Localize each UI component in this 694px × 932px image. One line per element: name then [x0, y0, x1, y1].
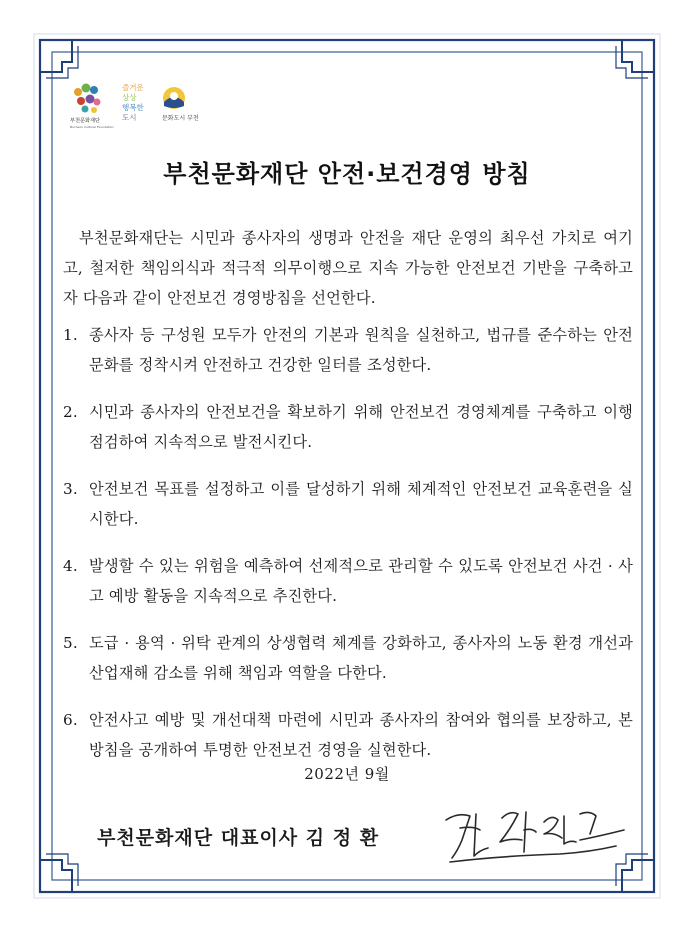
policy-item-number: 1.	[63, 326, 78, 344]
happy-city-slogan-logo	[122, 82, 144, 122]
policy-item-text: 도급 · 용역 · 위탁 관계의 상생협력 체계를 강화하고, 종사자의 노동 환경 개선과 산업재해 감소를 위해 책임과 역할을 다한다.	[89, 634, 633, 682]
policy-item-number: 4.	[63, 557, 78, 575]
signer-name: 부천문화재단 대표이사 김 정 환	[97, 827, 380, 849]
document-date: 2022년 9월	[304, 765, 390, 783]
policy-item	[63, 551, 633, 611]
svg-text:즐거운: 즐거운	[122, 83, 144, 92]
city-of-culture-logo	[162, 87, 199, 122]
policy-item-text: 안전보건 목표를 설정하고 이를 달성하기 위해 체계적인 안전보건 교육훈련을 실시한다.	[89, 480, 633, 528]
foundation-logo-label: 부천문화재단	[70, 118, 101, 124]
policy-item	[63, 397, 633, 457]
policy-item-text: 종사자 등 구성원 모두가 안전의 기본과 원칙을 실천하고, 법규를 준수하는 안전문화를 정착시켜 안전하고 건강한 일터를 조성한다.	[89, 326, 633, 374]
policy-item	[63, 705, 633, 765]
handwritten-signature-icon	[440, 800, 630, 870]
foundation-logo-sublabel: Bucheon Cultural Foundation	[70, 125, 114, 129]
policy-item-number: 3.	[63, 480, 78, 498]
policy-item	[63, 320, 633, 380]
svg-text:행복한: 행복한	[122, 103, 144, 112]
svg-text:도시: 도시	[122, 113, 137, 122]
svg-text:상상: 상상	[122, 93, 137, 102]
policy-item-number: 2.	[63, 403, 78, 421]
policy-item	[63, 628, 633, 688]
bucheon-cultural-foundation-logo	[70, 84, 114, 130]
policy-item	[63, 474, 633, 534]
document-title: 부천문화재단 안전·보건경영 방침	[163, 160, 531, 188]
header-logos	[70, 80, 210, 130]
city-of-culture-label: 문화도시 부천	[162, 115, 199, 122]
policy-item-number: 6.	[63, 711, 78, 729]
policy-list	[63, 320, 633, 782]
intro-paragraph: 부천문화재단는 시민과 종사자의 생명과 안전을 재단 운영의 최우선 가치로 여기고, 철저한 책임의식과 적극적 의무이행으로 지속 가능한 안전보건 기반을 구축하고자 다음과 같이 안전보건 경영방침을 선언한다.	[63, 229, 633, 308]
policy-item-number: 5.	[63, 634, 78, 652]
policy-item-text: 시민과 종사자의 안전보건을 확보하기 위해 안전보건 경영체계를 구축하고 이행 점검하여 지속적으로 발전시킨다.	[89, 403, 633, 451]
policy-item-text: 안전사고 예방 및 개선대책 마련에 시민과 종사자의 참여와 협의를 보장하고, 본 방침을 공개하여 투명한 안전보건 경영을 실현한다.	[89, 711, 633, 759]
policy-item-text: 발생할 수 있는 위험을 예측하여 선제적으로 관리할 수 있도록 안전보건 사건 · 사고 예방 활동을 지속적으로 추진한다.	[89, 557, 633, 605]
